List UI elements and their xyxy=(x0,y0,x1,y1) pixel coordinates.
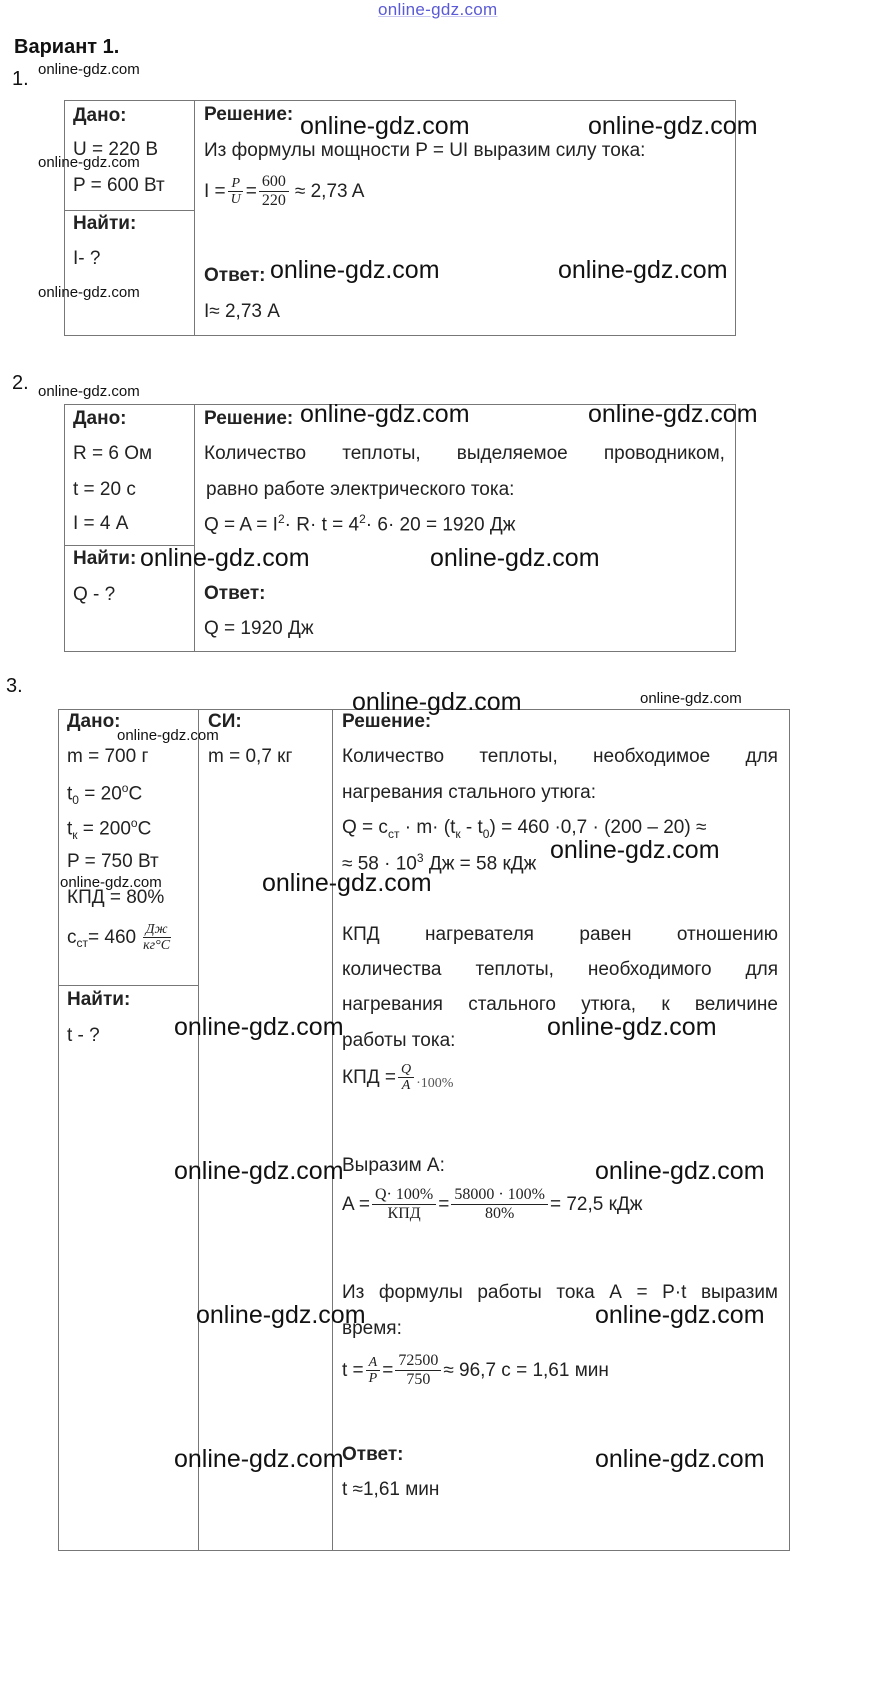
text: Дж = 58 кДж xyxy=(423,853,537,875)
word: теплоты, xyxy=(342,443,421,464)
formula-part: · R· t = 4 xyxy=(284,514,360,536)
text: t = xyxy=(342,1359,364,1381)
problem-2-formula xyxy=(204,512,515,536)
text: t xyxy=(67,818,73,840)
fraction-72500-over-750 xyxy=(395,1352,441,1389)
fraction-denominator: U xyxy=(230,192,241,207)
problem-3-s2-line-2 xyxy=(342,959,778,981)
text: ) = 460 ·0,7 · (200 – 20) ≈ xyxy=(489,817,707,838)
watermark: online-gdz.com xyxy=(588,112,758,140)
word: работы xyxy=(477,1282,542,1303)
text: ≈ 58 · 10 xyxy=(342,853,417,875)
fraction-numerator: 72500 xyxy=(395,1352,441,1371)
sup: o xyxy=(130,816,138,830)
fraction-p-over-u xyxy=(228,176,244,207)
problem-1-given-u: U = 220 В xyxy=(73,139,159,160)
problem-1-find-value: I- ? xyxy=(73,248,101,269)
watermark: online-gdz.com xyxy=(38,154,140,171)
problem-3-s3-line-2: время: xyxy=(342,1318,402,1339)
problem-2-given-i: I = 4 А xyxy=(73,513,129,534)
problem-3-number: 3. xyxy=(6,675,23,697)
word: проводником, xyxy=(603,443,725,464)
word: выделяемое xyxy=(456,443,568,464)
fraction-denominator: 220 xyxy=(261,192,286,209)
watermark: online-gdz.com xyxy=(547,1013,717,1041)
formula-equals: = xyxy=(245,180,257,202)
word: A xyxy=(609,1282,622,1303)
word: отношению xyxy=(676,924,778,945)
problem-2-given-label: Дано: xyxy=(73,408,127,429)
problem-3-given-tk xyxy=(67,816,151,842)
sub: к xyxy=(72,828,78,843)
formula-sup: 2 xyxy=(277,512,285,526)
problem-3-divider-2 xyxy=(332,709,333,1551)
watermark: online-gdz.com xyxy=(588,400,758,428)
problem-1-intro: Из формулы мощности P = UI выразим силу тока: xyxy=(204,140,646,161)
formula-sup: 2 xyxy=(359,512,366,526)
sub: к xyxy=(455,826,461,841)
problem-1-given-p: P = 600 Вт xyxy=(73,175,165,196)
problem-3-si-label: СИ: xyxy=(208,711,242,732)
problem-2-find-label: Найти: xyxy=(73,548,137,569)
problem-1-find-label: Найти: xyxy=(73,213,137,234)
text: A = xyxy=(342,1193,370,1215)
watermark: online-gdz.com xyxy=(140,544,310,572)
fraction-j-per-kgc xyxy=(140,922,173,953)
problem-3-s1-line-1 xyxy=(342,746,778,768)
problem-3-a-formula xyxy=(342,1186,643,1223)
sub: 0 xyxy=(482,826,490,841)
text: = xyxy=(438,1193,450,1215)
fraction-600-over-220 xyxy=(259,173,289,210)
problem-3-answer-label: Ответ: xyxy=(342,1444,404,1465)
fraction-numerator: A xyxy=(366,1355,381,1371)
problem-3-si-value: m = 0,7 кг xyxy=(208,746,293,767)
problem-2-answer-label: Ответ: xyxy=(204,583,266,604)
word: для xyxy=(745,959,778,980)
text: = xyxy=(382,1359,394,1381)
watermark: online-gdz.com xyxy=(352,688,522,716)
problem-1-answer-label: Ответ: xyxy=(204,265,266,286)
site-header-link[interactable]: online-gdz.com xyxy=(378,0,498,19)
problem-1-number: 1. xyxy=(12,68,29,90)
problem-2-solution-label: Решение: xyxy=(204,408,294,429)
problem-1-formula xyxy=(204,173,364,210)
fraction-numerator: Дж xyxy=(143,922,171,938)
word: для xyxy=(745,746,778,767)
watermark: online-gdz.com xyxy=(300,112,470,140)
word: теплоты, xyxy=(479,746,558,767)
word: Количество xyxy=(204,443,307,464)
word: выразим xyxy=(700,1282,778,1303)
problem-3-given-c xyxy=(67,922,175,953)
fraction-q100-over-kpd xyxy=(372,1186,436,1223)
problem-1-solution-label: Решение: xyxy=(204,104,294,125)
problem-3-find-label: Найти: xyxy=(67,989,131,1010)
watermark: online-gdz.com xyxy=(430,544,600,572)
formula-lhs: I = xyxy=(204,180,226,202)
fraction-a-over-p xyxy=(366,1355,381,1386)
problem-3-given-label: Дано: xyxy=(67,711,121,732)
text: КПД = xyxy=(342,1066,396,1088)
text: = 72,5 кДж xyxy=(549,1193,643,1215)
text: · m· (t xyxy=(399,817,456,838)
problem-3-kpd-formula xyxy=(342,1062,453,1093)
word: величине xyxy=(694,994,778,1015)
watermark: online-gdz.com xyxy=(550,836,720,864)
problem-3-given-kpd: КПД = 80% xyxy=(67,887,165,908)
watermark: online-gdz.com xyxy=(174,1157,344,1185)
text: = 200 xyxy=(77,818,131,840)
fraction-numerator: Q· 100% xyxy=(372,1186,436,1205)
word: = xyxy=(636,1282,648,1303)
problem-3-solution-label: Решение: xyxy=(342,711,432,732)
problem-3-s1-line-2: нагревания стального утюга: xyxy=(342,782,597,803)
watermark: online-gdz.com xyxy=(117,727,219,744)
text: = 20 xyxy=(78,783,122,805)
problem-2-line-1 xyxy=(204,443,725,465)
text: c xyxy=(67,926,77,948)
watermark: online-gdz.com xyxy=(38,61,140,78)
fraction-q-over-a xyxy=(398,1062,414,1093)
problem-3-express-a: Выразим А: xyxy=(342,1155,445,1176)
watermark: online-gdz.com xyxy=(558,256,728,284)
watermark: online-gdz.com xyxy=(270,256,440,284)
problem-3-given-divider xyxy=(58,985,199,986)
formula-part: Q = A = I xyxy=(204,514,278,536)
word: нагревателя xyxy=(425,924,534,945)
text: ·100% xyxy=(416,1075,454,1091)
word: к xyxy=(661,994,670,1015)
fraction-denominator: КПД xyxy=(387,1205,421,1222)
formula-part: · 6· 20 = 1920 Дж xyxy=(365,514,516,536)
word: утюга, xyxy=(581,994,637,1015)
text: C xyxy=(128,783,143,805)
fraction-numerator: P xyxy=(228,176,243,192)
fraction-denominator: P xyxy=(368,1371,378,1386)
text: - t xyxy=(460,817,483,838)
word: Из xyxy=(342,1282,365,1303)
word: теплоты, xyxy=(475,959,554,980)
fraction-numerator: 58000 · 100% xyxy=(451,1186,548,1205)
watermark: online-gdz.com xyxy=(38,383,140,400)
watermark: online-gdz.com xyxy=(60,874,162,891)
watermark: online-gdz.com xyxy=(174,1445,344,1473)
problem-3-divider-1 xyxy=(198,709,199,1551)
word: нагревания xyxy=(342,994,443,1015)
variant-title: Вариант 1. xyxy=(14,36,120,58)
problem-3-given-p: P = 750 Вт xyxy=(67,851,159,872)
word: Количество xyxy=(342,746,445,767)
text: C xyxy=(137,818,152,840)
problem-1-divider xyxy=(194,100,195,336)
fraction-58000-over-80 xyxy=(451,1186,548,1223)
word: количества xyxy=(342,959,442,980)
watermark: online-gdz.com xyxy=(262,869,432,897)
sup: o xyxy=(121,781,129,795)
problem-2-find-value: Q - ? xyxy=(73,584,116,605)
problem-1-given-divider xyxy=(64,210,195,211)
word: равен xyxy=(579,924,632,945)
word: необходимое xyxy=(593,746,711,767)
problem-2-answer: Q = 1920 Дж xyxy=(204,618,314,639)
watermark: online-gdz.com xyxy=(38,284,140,301)
problem-3-answer: t ≈1,61 мин xyxy=(342,1479,440,1500)
word: стального xyxy=(468,994,556,1015)
problem-2-given-t: t = 20 с xyxy=(73,479,136,500)
problem-1-given-label: Дано: xyxy=(73,105,127,126)
problem-1-answer: I≈ 2,73 А xyxy=(204,301,280,322)
word: необходимого xyxy=(587,959,712,980)
problem-2-given-r: R = 6 Ом xyxy=(73,443,153,464)
watermark: online-gdz.com xyxy=(174,1013,344,1041)
fraction-numerator: Q xyxy=(398,1062,414,1078)
word: КПД xyxy=(342,924,380,945)
watermark: online-gdz.com xyxy=(300,400,470,428)
word: P·t xyxy=(662,1282,687,1303)
watermark: online-gdz.com xyxy=(595,1157,765,1185)
sup: 3 xyxy=(416,851,424,865)
fraction-denominator: 80% xyxy=(484,1205,515,1222)
problem-2-divider xyxy=(194,404,195,652)
fraction-denominator: 750 xyxy=(406,1371,431,1388)
problem-2-line-2: равно работе электрического тока: xyxy=(206,479,515,500)
problem-3-s2-line-1 xyxy=(342,924,778,946)
problem-3-given-t0 xyxy=(67,781,142,807)
text: ≈ 96,7 c = 1,61 мин xyxy=(443,1359,609,1381)
watermark: online-gdz.com xyxy=(595,1445,765,1473)
text: = 460 xyxy=(88,926,137,948)
problem-2-number: 2. xyxy=(12,372,29,394)
watermark: online-gdz.com xyxy=(196,1301,366,1329)
problem-3-t-formula xyxy=(342,1352,609,1389)
sub: ст xyxy=(76,935,88,950)
text: t xyxy=(67,783,73,805)
word: тока xyxy=(556,1282,595,1303)
fraction-denominator: A xyxy=(401,1078,411,1093)
problem-3-s2-line-4: работы тока: xyxy=(342,1030,456,1051)
watermark: online-gdz.com xyxy=(595,1301,765,1329)
formula-result: ≈ 2,73 A xyxy=(294,180,365,202)
sub: ст xyxy=(387,826,400,841)
problem-3-given-m: m = 700 г xyxy=(67,746,149,767)
text: Q = c xyxy=(342,817,388,838)
problem-3-find-value: t - ? xyxy=(67,1025,100,1046)
fraction-denominator: кг°C xyxy=(143,938,171,953)
sub: 0 xyxy=(72,793,79,808)
fraction-numerator: 600 xyxy=(259,173,289,192)
word: формулы xyxy=(378,1282,463,1303)
watermark: online-gdz.com xyxy=(640,690,742,707)
